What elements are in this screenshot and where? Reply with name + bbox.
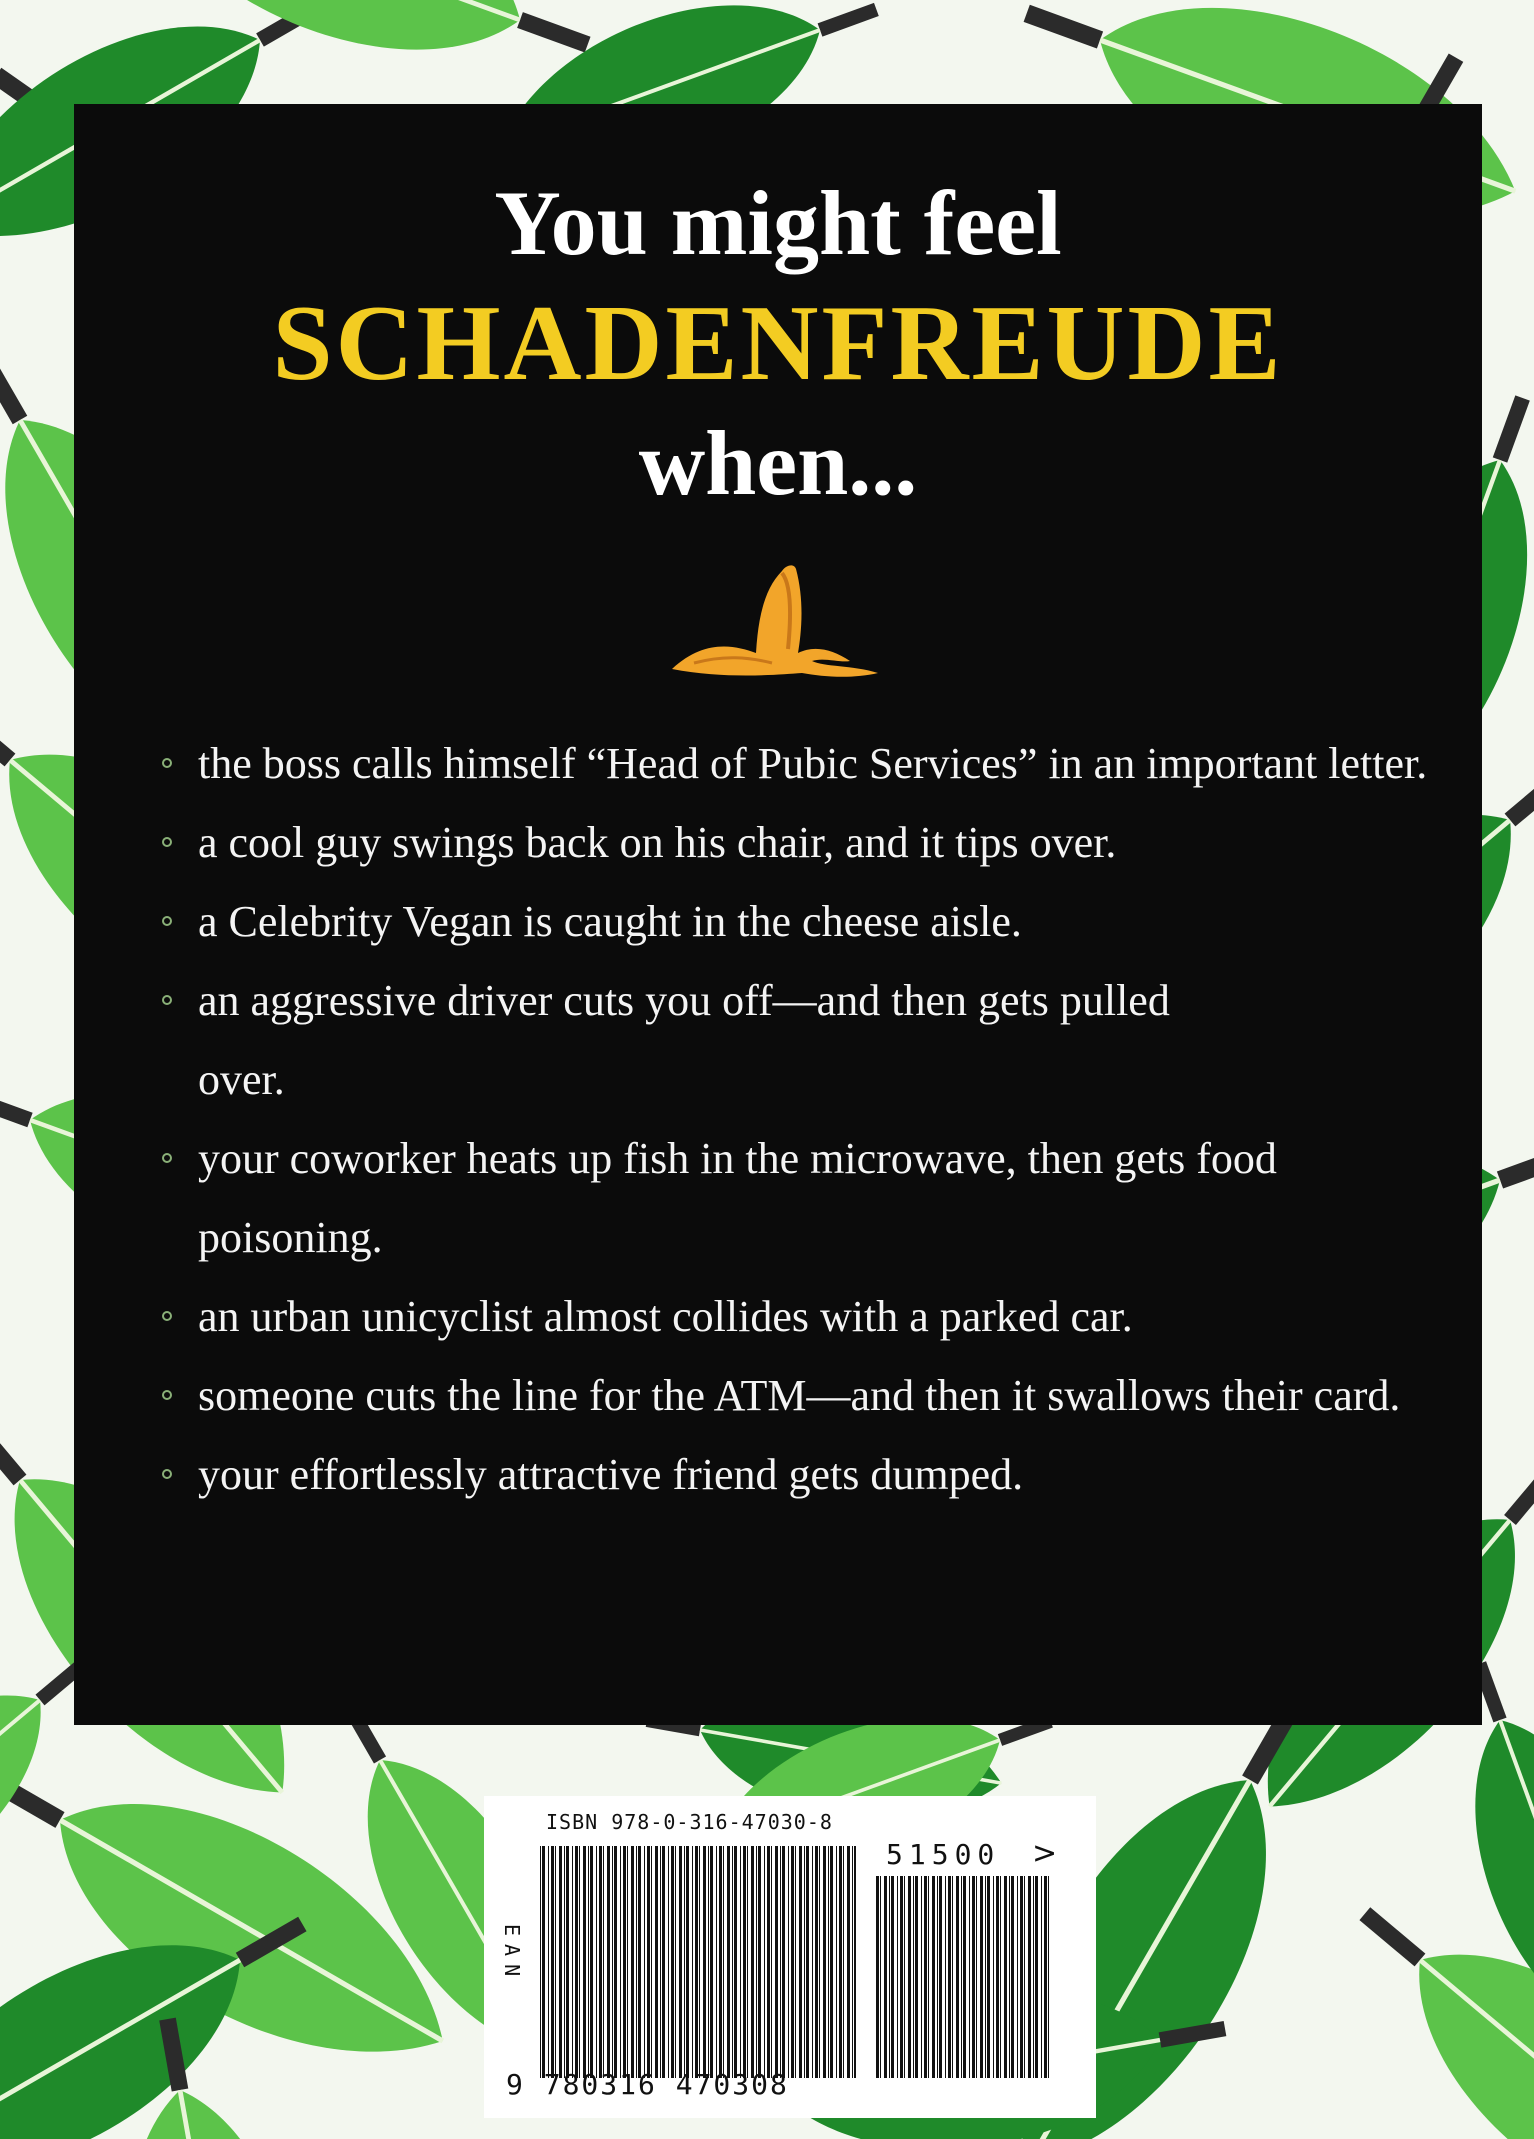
chevron-right-icon: > [1032,1836,1058,1871]
list-item: your coworker heats up fish in the microwave, then gets food poisoning. [156,1119,1408,1277]
barcode-box [484,1796,1096,2118]
bullet-dot-icon [162,1153,172,1163]
headline-schadenfreude: SCHADENFREUDE [272,284,1284,403]
price-code: 51500 [886,1838,1001,1871]
list-item: an aggressive driver cuts you off—and then gets pulled over. [156,961,1198,1119]
list-item: an urban unicyclist almost collides with a parked car. [156,1277,1456,1356]
price-addon-barcode [876,1876,1052,2078]
headline-line-3: when... [638,412,918,514]
headline-line-1: You might feel [494,172,1062,274]
bullet-dot-icon [162,1311,172,1321]
ean-barcode [540,1846,856,2078]
list-item: a Celebrity Vegan is caught in the cheese aisle. [156,882,1456,961]
bullet-dot-icon [162,837,172,847]
description-panel [74,104,1482,1725]
isbn-label: ISBN 978-0-316-47030-8 [546,1810,833,1834]
bullet-dot-icon [162,916,172,926]
bullet-dot-icon [162,995,172,1005]
list-item: a cool guy swings back on his chair, and it tips over. [156,803,1456,882]
bullet-dot-icon [162,1469,172,1479]
list-item: someone cuts the line for the ATM—and then it swallows their card. [156,1356,1448,1435]
banana-peel-icon [664,549,886,684]
list-item: the boss calls himself “Head of Pubic Services” in an important letter. [156,724,1456,803]
bullet-dot-icon [162,1390,172,1400]
ean-label: EAN [500,1924,524,1985]
reasons-list [156,724,1456,1514]
ean-digits: 9 780316 470308 [506,2068,789,2101]
list-item: your effortlessly attractive friend gets dumped. [156,1435,1456,1514]
bullet-dot-icon [162,758,172,768]
